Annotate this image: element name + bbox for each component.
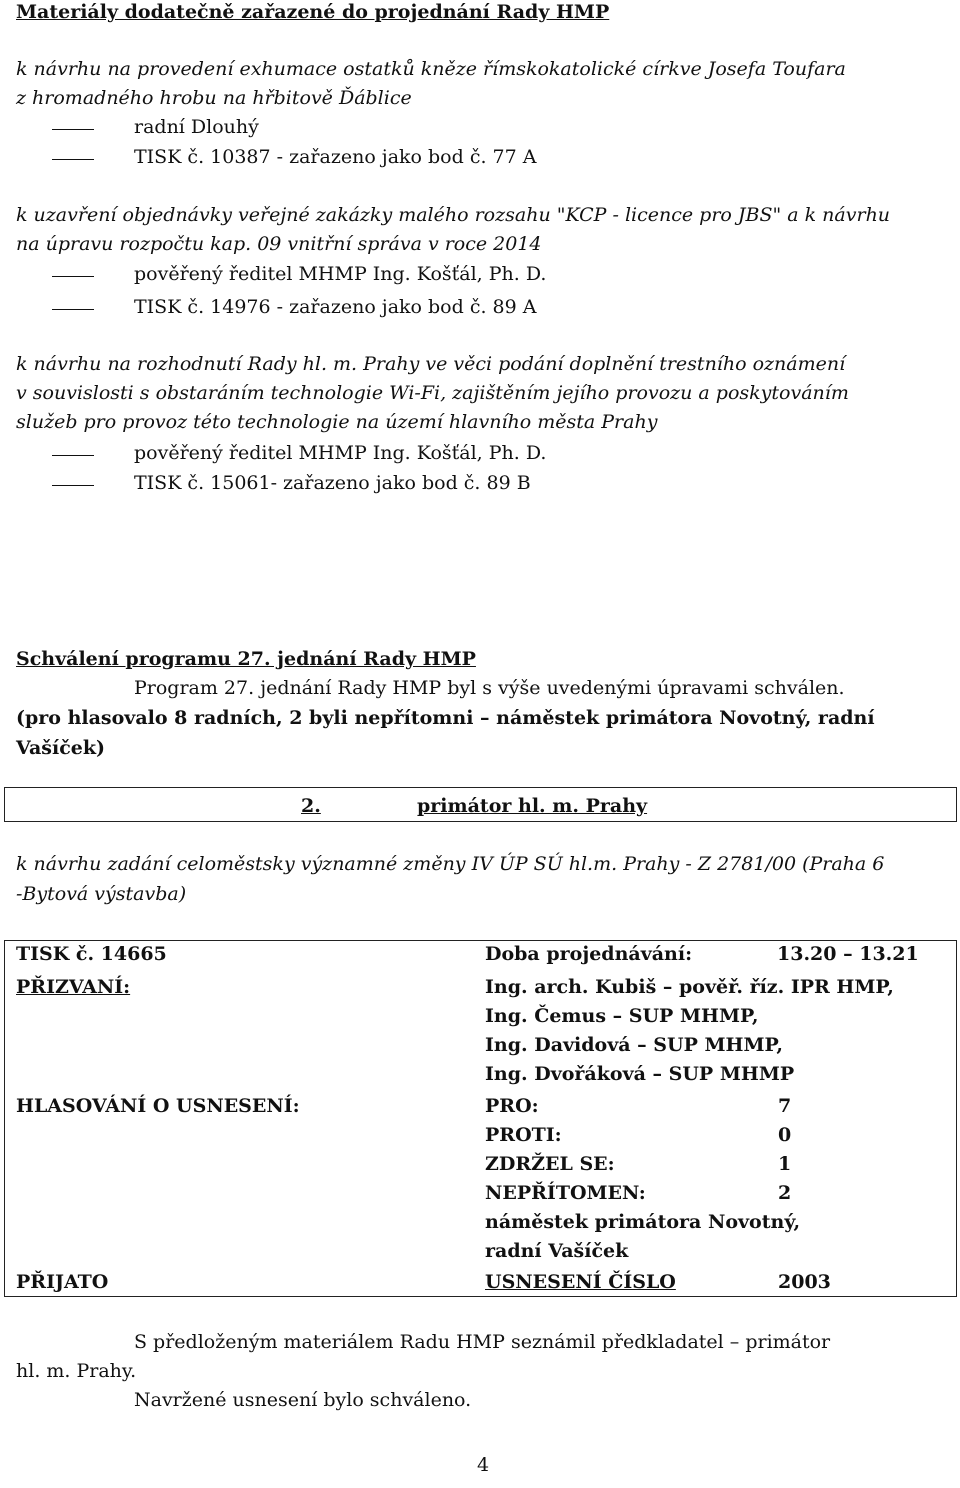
page-heading: Materiály dodatečně zařazené do projednání Rady HMP bbox=[16, 1, 610, 23]
doba-value: 13.20 – 13.21 bbox=[777, 943, 919, 965]
hlasovani-label: HLASOVÁNÍ O USNESENÍ: bbox=[16, 1095, 300, 1117]
vote-proti-label: PROTI: bbox=[485, 1124, 562, 1146]
item-2-line-1: k uzavření objednávky veřejné zakázky malého rozsahu "KCP - licence pro JBS" a k návrhu bbox=[16, 204, 891, 226]
bullet-dash bbox=[52, 129, 94, 130]
vote-nepritomen-label: NEPŘÍTOMEN: bbox=[485, 1182, 646, 1204]
item-3-line-2: v souvislosti s obstaráním technologie Wi-Fi, zajištěním jejího provozu a poskytováním bbox=[16, 382, 849, 404]
item-1-tisk: TISK č. 10387 - zařazeno jako bod č. 77 A bbox=[134, 146, 537, 168]
doba-label: Doba projednávání: bbox=[485, 943, 693, 965]
vote-nepritomen-value: 2 bbox=[778, 1182, 792, 1204]
item-1-line-1: k návrhu na provedení exhumace ostatků kněze římskokatolické církve Josefa Toufara bbox=[16, 58, 846, 80]
vote-zdrzel-label: ZDRŽEL SE: bbox=[485, 1153, 615, 1175]
prizvani-2: Ing. Čemus – SUP MHMP, bbox=[485, 1005, 759, 1027]
section-box bbox=[4, 787, 957, 822]
vote-pro-label: PRO: bbox=[485, 1095, 539, 1117]
bullet-dash bbox=[52, 309, 94, 310]
page-number: 4 bbox=[477, 1454, 490, 1476]
tisk-number: TISK č. 14665 bbox=[16, 943, 167, 965]
usneseni-number: 2003 bbox=[778, 1271, 831, 1293]
prizvani-1: Ing. arch. Kubiš – pověř. říz. IPR HMP, bbox=[485, 976, 894, 998]
approval-vote-line-1: (pro hlasovalo 8 radních, 2 byli nepřítomni – náměstek primátora Novotný, radní bbox=[16, 707, 875, 729]
prizvani-label: PŘIZVANÍ: bbox=[16, 976, 131, 998]
item-2-proposer: pověřený ředitel MHMP Ing. Košťál, Ph. D. bbox=[134, 263, 547, 285]
item-3-line-1: k návrhu na rozhodnutí Rady hl. m. Prahy ve věci podání doplnění trestního oznámení bbox=[16, 353, 846, 375]
bullet-dash bbox=[52, 455, 94, 456]
bullet-dash bbox=[52, 485, 94, 486]
item-1-proposer: radní Dlouhý bbox=[134, 116, 259, 138]
bullet-dash bbox=[52, 276, 94, 277]
closing-line-2: hl. m. Prahy. bbox=[16, 1360, 137, 1382]
vote-zdrzel-value: 1 bbox=[778, 1153, 792, 1175]
usneseni-label: USNESENÍ ČÍSLO bbox=[485, 1271, 676, 1293]
prijato-label: PŘIJATO bbox=[16, 1271, 109, 1293]
resolution-table bbox=[4, 940, 957, 1297]
approval-text: Program 27. jednání Rady HMP byl s výše uvedenými úpravami schválen. bbox=[134, 677, 845, 699]
item-2-line-2: na úpravu rozpočtu kap. 09 vnitřní správa v roce 2014 bbox=[16, 233, 542, 255]
item-3-proposer: pověřený ředitel MHMP Ing. Košťál, Ph. D. bbox=[134, 442, 547, 464]
approval-heading: Schválení programu 27. jednání Rady HMP bbox=[16, 648, 476, 670]
absent-line-2: radní Vašíček bbox=[485, 1240, 629, 1262]
item-3-line-3: služeb pro provoz této technologie na území hlavního města Prahy bbox=[16, 411, 658, 433]
closing-line-1: S předloženým materiálem Radu HMP seznámil předkladatel – primátor bbox=[134, 1331, 831, 1353]
item-2-tisk: TISK č. 14976 - zařazeno jako bod č. 89 A bbox=[134, 296, 537, 318]
item-3-tisk: TISK č. 15061- zařazeno jako bod č. 89 B bbox=[134, 472, 531, 494]
closing-line-3: Navržené usnesení bylo schváleno. bbox=[134, 1389, 472, 1411]
topic-line-1: k návrhu zadání celoměstsky významné změny IV ÚP SÚ hl.m. Prahy - Z 2781/00 (Praha 6 bbox=[16, 853, 885, 875]
prizvani-3: Ing. Davidová – SUP MHMP, bbox=[485, 1034, 783, 1056]
topic-line-2: -Bytová výstavba) bbox=[16, 883, 187, 905]
item-1-line-2: z hromadného hrobu na hřbitově Ďáblice bbox=[16, 87, 412, 109]
section-title: primátor hl. m. Prahy bbox=[417, 795, 648, 817]
absent-line-1: náměstek primátora Novotný, bbox=[485, 1211, 801, 1233]
section-number: 2. bbox=[301, 795, 321, 817]
bullet-dash bbox=[52, 159, 94, 160]
prizvani-4: Ing. Dvořáková – SUP MHMP bbox=[485, 1063, 795, 1085]
approval-vote-line-2: Vašíček) bbox=[16, 737, 106, 759]
vote-proti-value: 0 bbox=[778, 1124, 792, 1146]
vote-pro-value: 7 bbox=[778, 1095, 792, 1117]
